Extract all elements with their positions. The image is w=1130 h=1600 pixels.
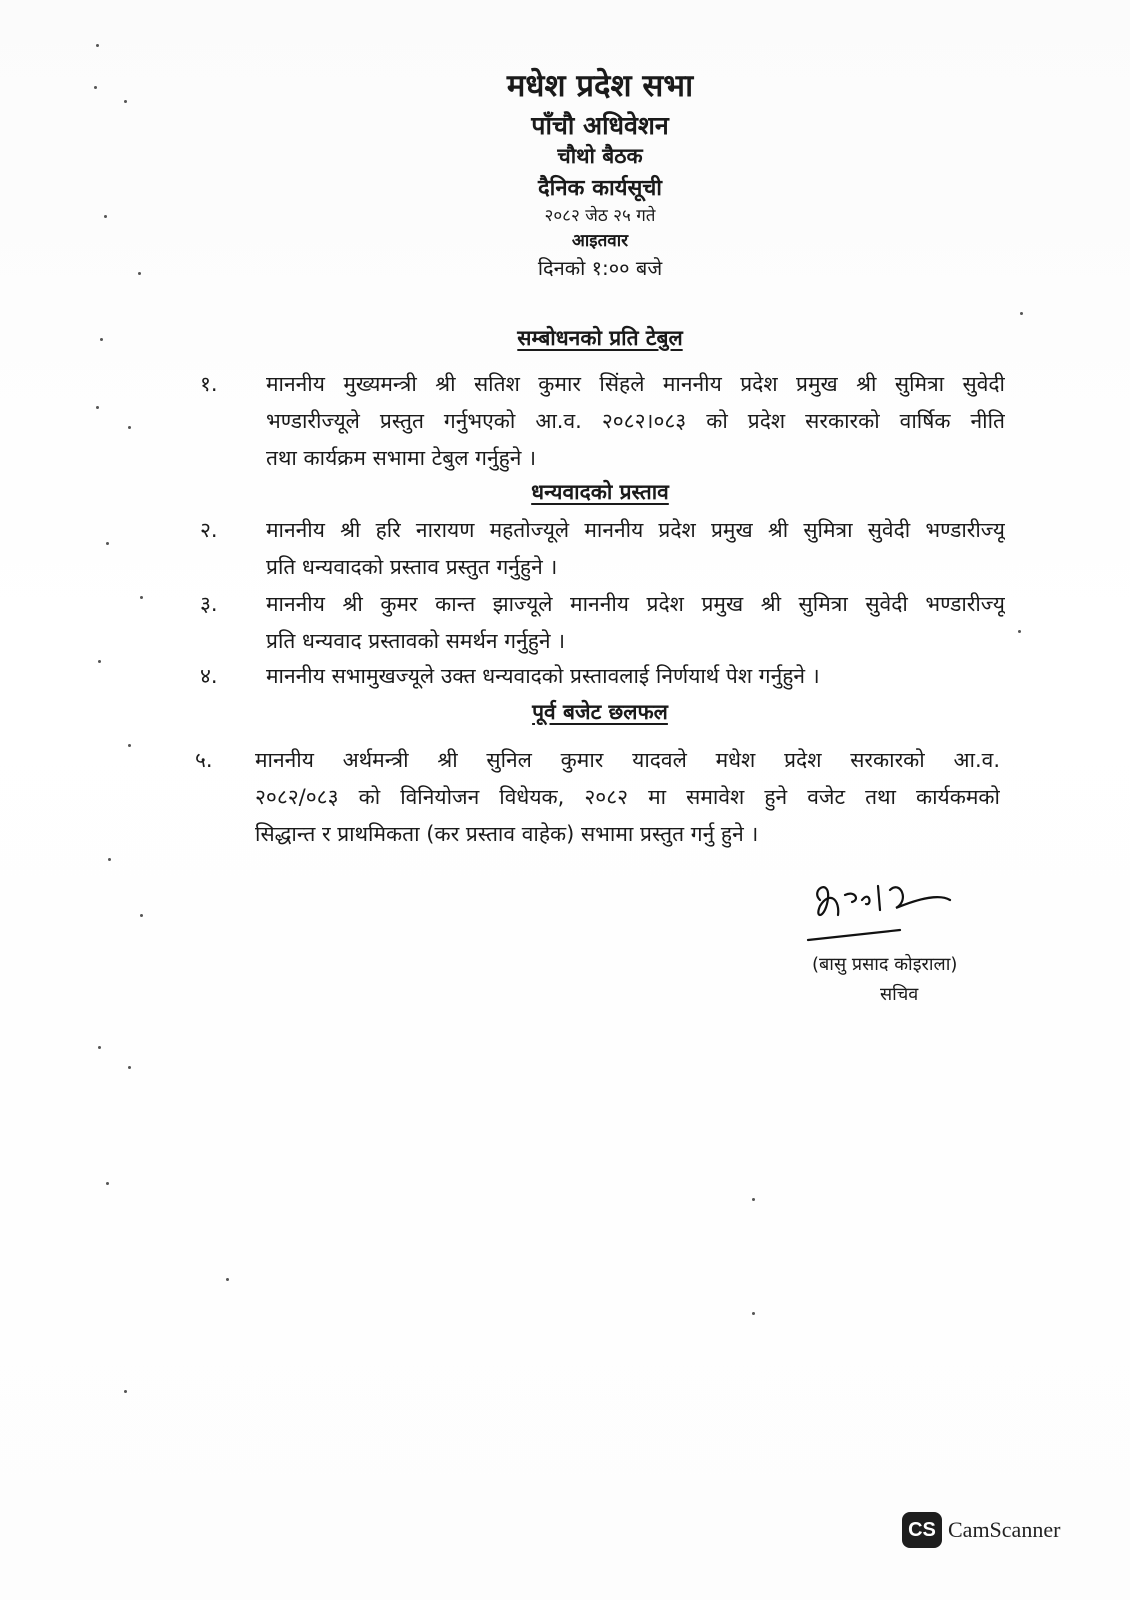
speck [1018, 630, 1021, 633]
day: आइतवार [571, 231, 629, 251]
signatory-name: (बासु प्रसाद कोइराला) [812, 954, 958, 975]
signatory-title: सचिव [880, 984, 919, 1005]
assembly-title: मधेश प्रदेश सभा [506, 68, 694, 104]
item-line: तथा कार्यक्रम सभामा टेबुल गर्नुहुने । [266, 446, 537, 470]
speck [98, 1046, 101, 1049]
section-heading: पूर्व बजेट छलफल [532, 700, 668, 724]
signature [800, 870, 960, 950]
speck [96, 406, 99, 409]
item-line: २०८२/०८३ को विनियोजन विधेयक, २०८२ मा समावेश हुने वजेट तथा कार्यकमको [255, 785, 1000, 809]
item-line: सिद्धान्त र प्राथमिकता (कर प्रस्ताव वाहेक) सभामा प्रस्तुत गर्नु हुने । [255, 822, 759, 846]
item-number: ३. [200, 592, 218, 616]
meeting-title: चौथो बैठक [557, 144, 643, 168]
speck [138, 272, 141, 275]
item-number: १. [200, 372, 218, 396]
camscanner-logo-icon: CS [902, 1512, 942, 1548]
speck [124, 100, 127, 103]
item-line: माननीय मुख्यमन्त्री श्री सतिश कुमार सिंहले माननीय प्रदेश प्रमुख श्री सुमित्रा सुवेदी [266, 372, 1005, 396]
speck [1020, 312, 1023, 315]
speck [96, 44, 99, 47]
speck [100, 338, 103, 341]
speck [226, 1278, 229, 1281]
agenda-item [200, 586, 1005, 660]
time: दिनको १:०० बजे [537, 256, 663, 280]
speck [106, 1182, 109, 1185]
item-line: प्रति धन्यवाद प्रस्तावको समर्थन गर्नुहुने । [266, 629, 566, 653]
agenda-item [195, 742, 1000, 853]
speck [104, 215, 107, 218]
speck [124, 1390, 127, 1393]
speck [98, 660, 101, 663]
section-heading: सम्बोधनको प्रति टेबुल [517, 326, 683, 350]
speck [128, 426, 131, 429]
item-number: ५. [195, 748, 213, 772]
agenda-item [200, 366, 1005, 477]
speck [752, 1198, 755, 1201]
item-line: माननीय श्री कुमर कान्त झाज्यूले माननीय प्रदेश प्रमुख श्री सुमित्रा सुवेदी भण्डारीज्यू [266, 592, 1005, 616]
item-line: भण्डारीज्यूले प्रस्तुत गर्नुभएको आ.व. २०८२।०८३ को प्रदेश सरकारको वार्षिक नीति [266, 409, 1005, 433]
agenda-item [200, 658, 1005, 695]
item-line: प्रति धन्यवादको प्रस्ताव प्रस्तुत गर्नुहुने । [266, 555, 558, 579]
item-number: ४. [200, 664, 218, 688]
item-number: २. [200, 518, 218, 542]
speck [140, 596, 143, 599]
speck [128, 1066, 131, 1069]
speck [752, 1312, 755, 1315]
speck [108, 858, 111, 861]
speck [128, 744, 131, 747]
speck [94, 86, 97, 89]
speck [140, 914, 143, 917]
section-heading: धन्यवादको प्रस्ताव [531, 480, 669, 504]
item-line: माननीय अर्थमन्त्री श्री सुनिल कुमार यादवले मधेश प्रदेश सरकारको आ.व. [255, 748, 1000, 772]
camscanner-watermark [902, 1512, 1060, 1548]
camscanner-text: CamScanner [948, 1517, 1061, 1542]
session-title: पाँचौ अधिवेशन [531, 111, 669, 140]
date: २०८२ जेठ २५ गते [544, 206, 656, 226]
item-line: माननीय सभामुखज्यूले उक्त धन्यवादको प्रस्तावलाई निर्णयार्थ पेश गर्नुहुने । [266, 664, 820, 688]
item-line: माननीय श्री हरि नारायण महतोज्यूले माननीय प्रदेश प्रमुख श्री सुमित्रा सुवेदी भण्डारीज्यू [266, 518, 1005, 542]
agenda-item [200, 512, 1005, 586]
agenda-title: दैनिक कार्यसूची [537, 176, 663, 201]
speck [106, 542, 109, 545]
